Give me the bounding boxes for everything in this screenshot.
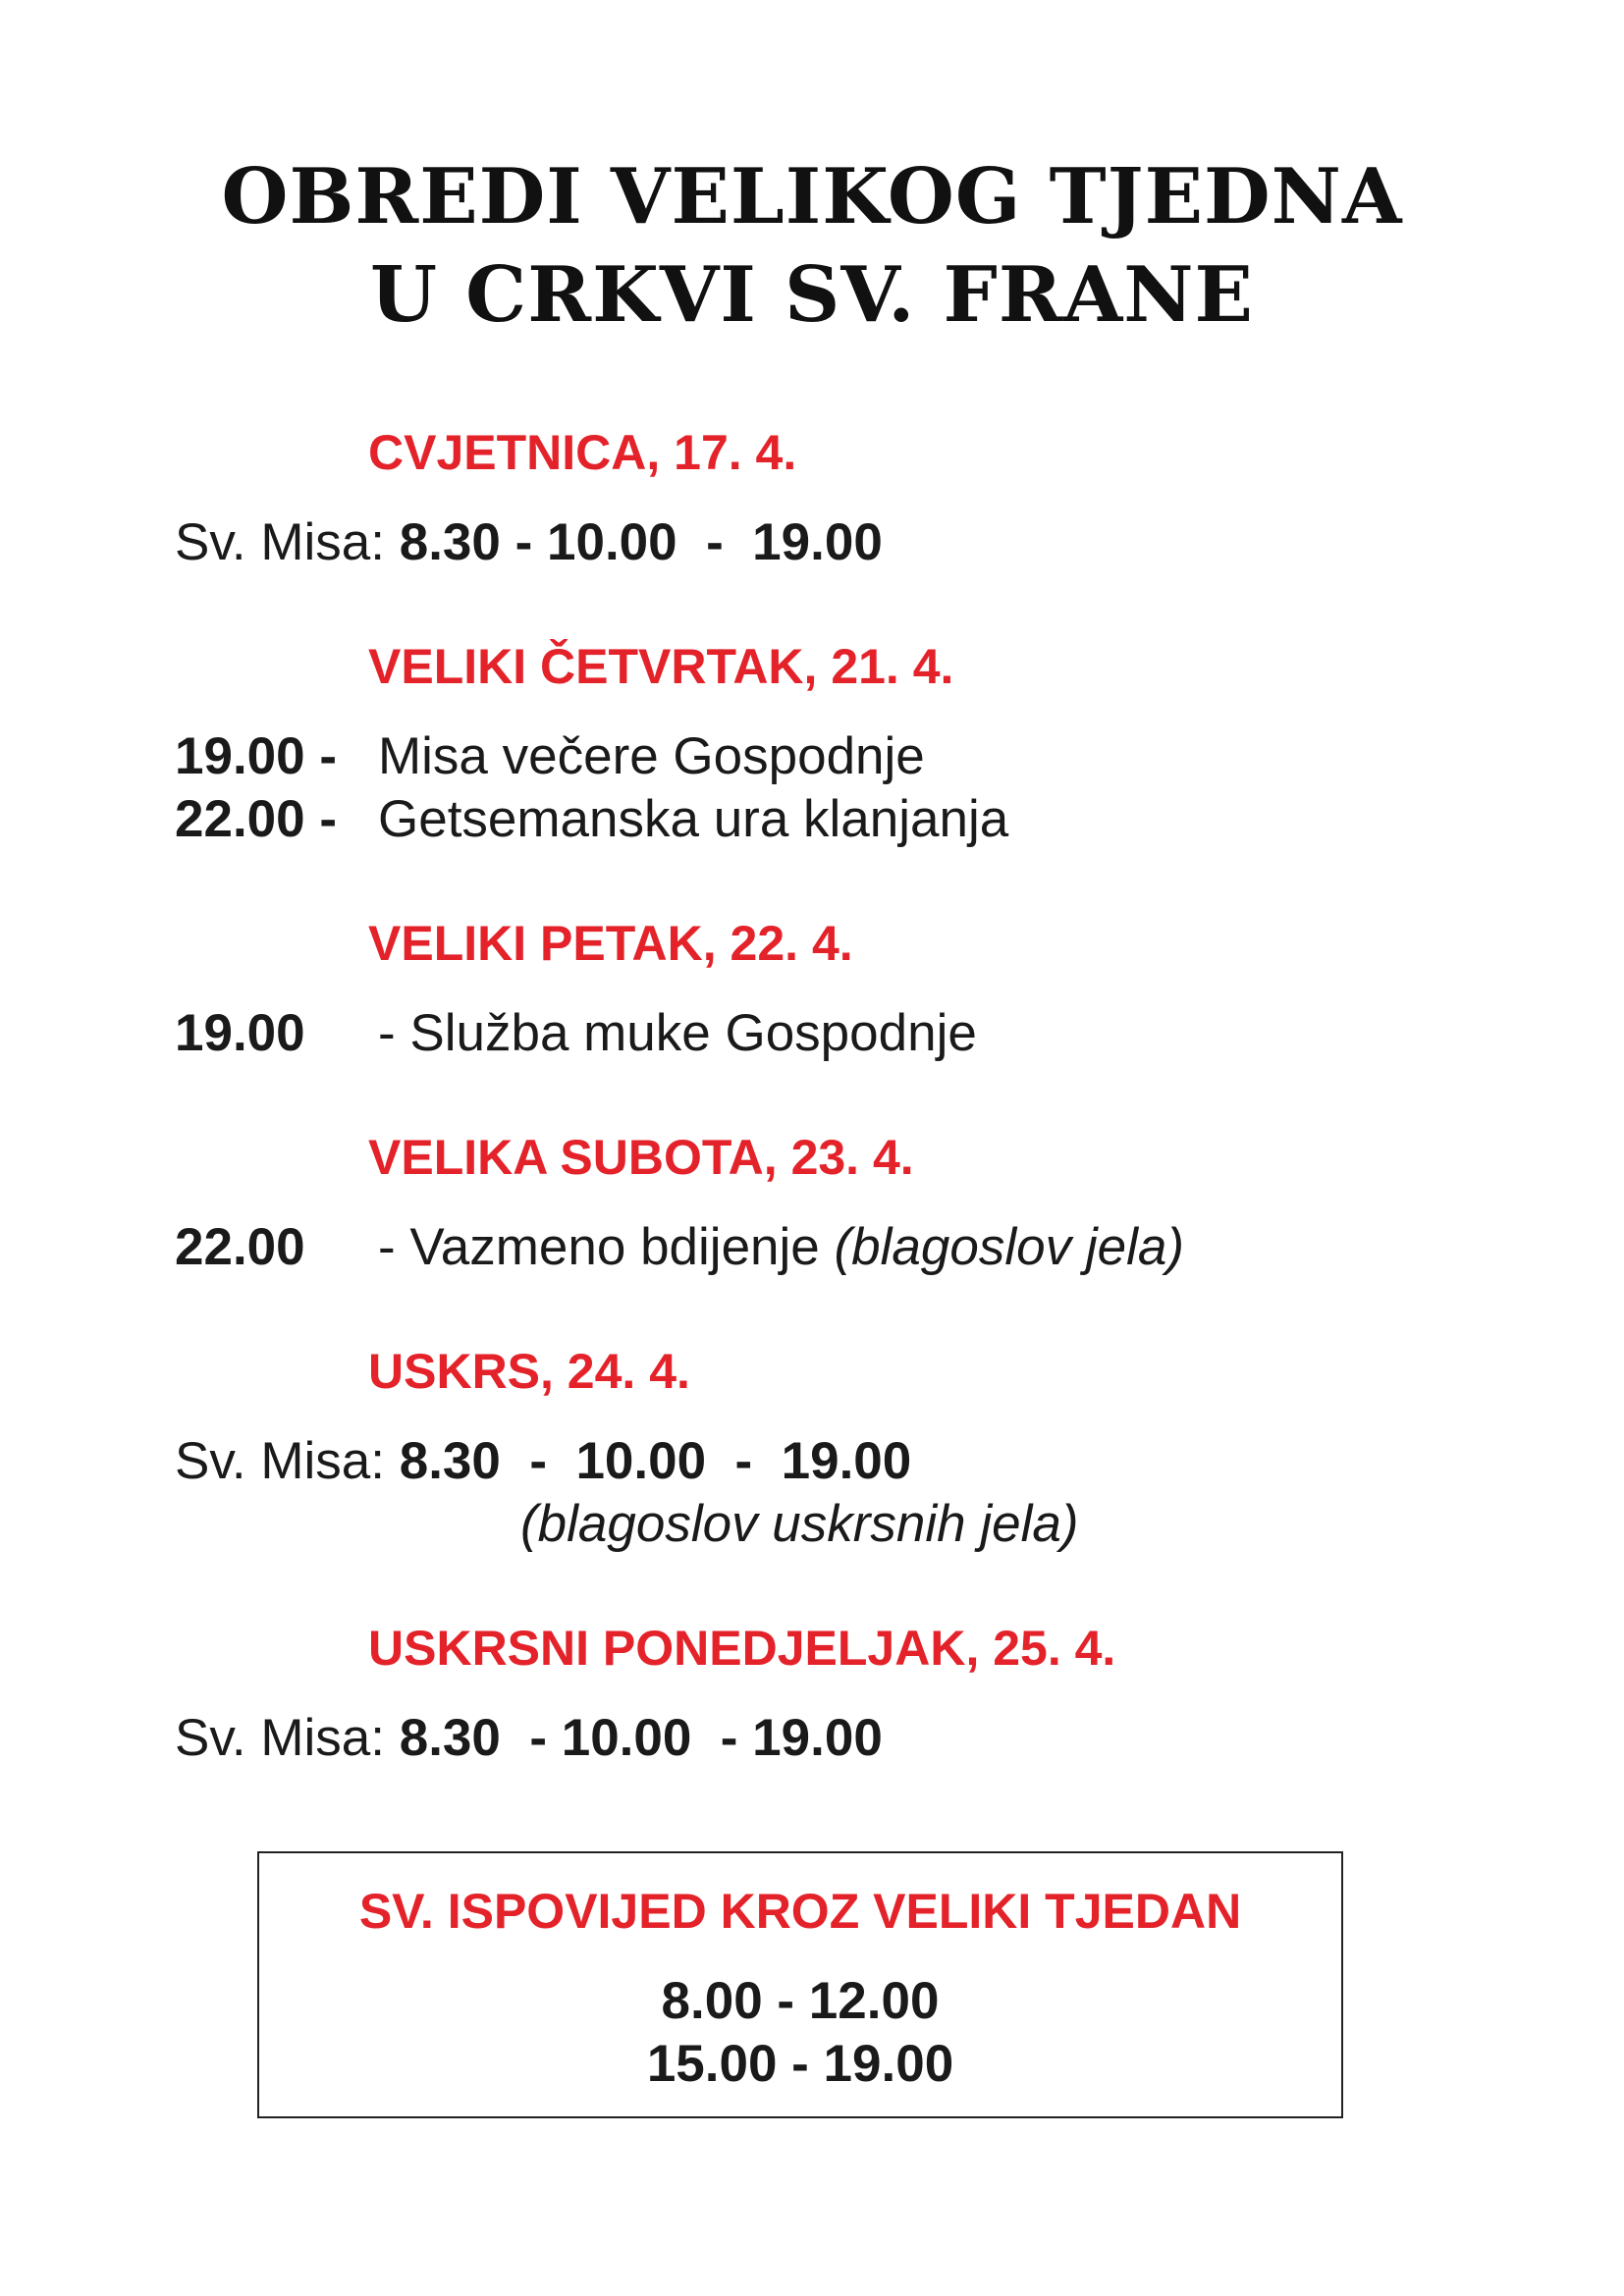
schedule-row: [175, 1003, 977, 1063]
row-text: - Vazmeno bdijenje: [378, 1218, 820, 1276]
heading-cvjetnica: CVJETNICA, 17. 4.: [368, 425, 797, 480]
row-time: 22.00: [175, 1218, 305, 1276]
mass-times-cvjetnica: [175, 512, 883, 572]
mass-label: Sv. Misa:: [175, 1432, 385, 1490]
row-time: 22.00 -: [175, 790, 338, 848]
heading-veliki-petak: VELIKI PETAK, 22. 4.: [368, 916, 853, 971]
heading-veliki-cetvrtak: VELIKI ČETVRTAK, 21. 4.: [368, 639, 954, 694]
mass-times: 8.30 - 10.00 - 19.00: [399, 513, 883, 571]
row-note: (blagoslov jela): [834, 1218, 1184, 1276]
row-text: - Služba muke Gospodnje: [378, 1004, 977, 1062]
mass-label: Sv. Misa:: [175, 1709, 385, 1767]
mass-times: 8.30 - 10.00 - 19.00: [399, 1709, 883, 1767]
confession-time-morning: 8.00 - 12.00: [661, 1972, 940, 2030]
row-text: Getsemanska ura klanjanja: [378, 790, 1009, 848]
schedule-row: [175, 789, 1008, 849]
mass-times-uskrsni-ponedjeljak: [175, 1708, 883, 1768]
row-time: 19.00 -: [175, 727, 338, 785]
mass-label: Sv. Misa:: [175, 513, 385, 571]
schedule-row: [175, 726, 925, 786]
confession-box: [257, 1851, 1343, 2118]
row-text: Misa večere Gospodnje: [378, 727, 925, 785]
heading-uskrs: USKRS, 24. 4.: [368, 1344, 690, 1399]
title-line-2: U CRKVI SV. FRANE: [369, 250, 1255, 340]
mass-times-uskrs: [175, 1431, 911, 1491]
confession-title: SV. ISPOVIJED KROZ VELIKI TJEDAN: [358, 1884, 1242, 1939]
row-time: 19.00: [175, 1004, 305, 1062]
uskrs-blessing-note: (blagoslov uskrsnih jela): [520, 1495, 1079, 1553]
schedule-row: [175, 1217, 1184, 1277]
heading-velika-subota: VELIKA SUBOTA, 23. 4.: [368, 1130, 914, 1185]
confession-time-afternoon: 15.00 - 19.00: [646, 2035, 954, 2093]
title-line-1: OBREDI VELIKOG TJEDNA: [221, 152, 1403, 241]
heading-uskrsni-ponedjeljak: USKRSNI PONEDJELJAK, 25. 4.: [368, 1621, 1116, 1676]
mass-times: 8.30 - 10.00 - 19.00: [399, 1432, 912, 1490]
